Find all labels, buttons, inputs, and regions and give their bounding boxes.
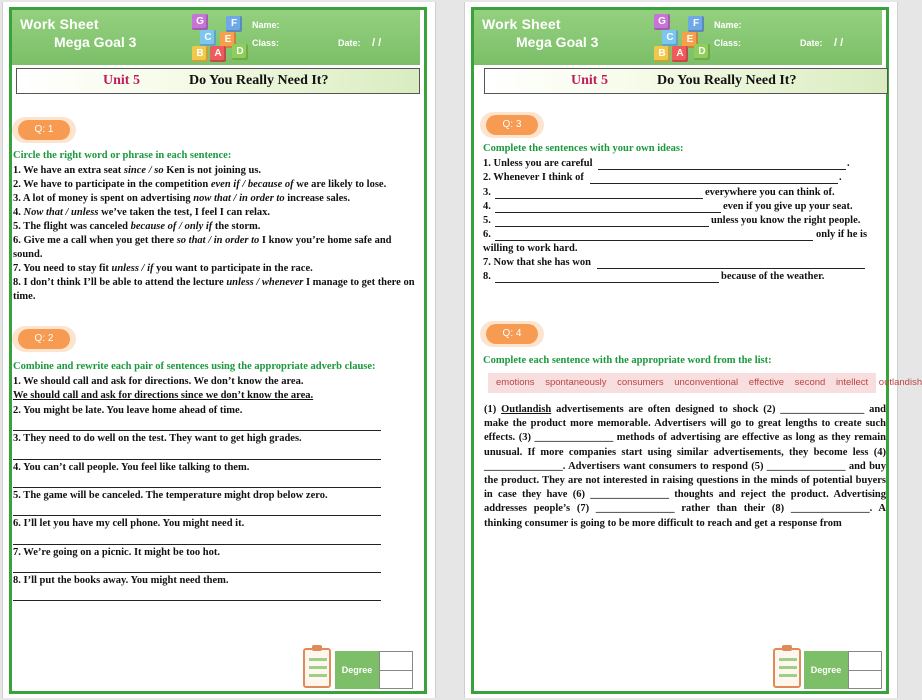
q2-item-2: 2. You might be late. You leave home ahead of time. bbox=[13, 405, 243, 416]
date-label: Date: bbox=[800, 38, 823, 48]
answer-line[interactable] bbox=[13, 515, 381, 516]
q1-item-2[interactable]: 2. We have to participate in the competition even if / because of we are likely to lose. bbox=[13, 179, 387, 190]
degree-divider bbox=[380, 670, 412, 671]
unit-number: Unit 5 bbox=[103, 73, 140, 88]
page-frame-left bbox=[9, 7, 427, 694]
q4-paragraph bbox=[484, 403, 886, 531]
word-option[interactable]: spontaneously bbox=[545, 377, 607, 388]
degree-score-box-right[interactable] bbox=[848, 651, 882, 689]
q3-item-2-suffix: . bbox=[839, 172, 842, 183]
word-option[interactable]: outlandish bbox=[878, 377, 922, 388]
date-value: / / bbox=[372, 37, 382, 49]
alphabet-blocks-logo bbox=[644, 12, 708, 64]
q3-item-7-prefix: 7. Now that she has won bbox=[483, 257, 591, 268]
date-label: Date: bbox=[338, 38, 361, 48]
q3-item-1-suffix: . bbox=[847, 158, 850, 169]
block-g: G bbox=[192, 14, 208, 30]
q1-item-7[interactable]: 7. You need to stay fit unless / if you want to participate in the race. bbox=[13, 263, 313, 274]
block-f: F bbox=[226, 16, 242, 32]
q3-item-6-continuation: willing to work hard. bbox=[483, 243, 578, 254]
unit-title-bar-right bbox=[484, 68, 888, 94]
unit-number: Unit 5 bbox=[571, 73, 608, 88]
q3-item-4-suffix: even if you give up your seat. bbox=[723, 201, 853, 212]
answer-line[interactable] bbox=[13, 544, 381, 545]
block-a: A bbox=[672, 46, 688, 62]
unit-title-bar-left bbox=[16, 68, 420, 94]
worksheet-header-right bbox=[474, 10, 882, 65]
answer-line[interactable] bbox=[598, 169, 846, 170]
degree-label-right: Degree bbox=[804, 651, 848, 689]
block-a: A bbox=[210, 46, 226, 62]
block-b: B bbox=[192, 46, 208, 62]
answer-line[interactable] bbox=[590, 183, 838, 184]
question-tab-2 bbox=[12, 326, 76, 352]
block-e: E bbox=[682, 32, 698, 48]
answer-line[interactable] bbox=[597, 268, 865, 269]
answer-line[interactable] bbox=[495, 212, 721, 213]
q3-item-6-prefix: 6. bbox=[483, 229, 491, 240]
block-g: G bbox=[654, 14, 670, 30]
header-title: Work Sheet bbox=[20, 16, 99, 32]
question-tab-4 bbox=[480, 321, 544, 347]
word-option[interactable]: unconventional bbox=[674, 377, 739, 388]
alphabet-blocks-logo bbox=[182, 12, 246, 64]
q2-example: 1. We should call and ask for directions. We don’t know the area. bbox=[13, 376, 304, 387]
name-label: Name: bbox=[252, 20, 280, 30]
q3-item-6-suffix: only if he is bbox=[816, 229, 868, 240]
clipboard-row bbox=[779, 666, 797, 669]
q1-instruction: Circle the right word or phrase in each sentence: bbox=[13, 150, 232, 161]
word-option[interactable]: second bbox=[794, 377, 826, 388]
q1-item-6[interactable]: 6. Give me a call when you get there so that / in order to I know you’re home safe and sound. bbox=[13, 235, 392, 260]
degree-label-left: Degree bbox=[335, 651, 379, 689]
header-title: Work Sheet bbox=[482, 16, 561, 32]
date-value: / / bbox=[834, 37, 844, 49]
block-d: D bbox=[232, 44, 248, 60]
class-label: Class: bbox=[252, 38, 280, 48]
degree-score-box-left[interactable] bbox=[379, 651, 413, 689]
clipboard-icon bbox=[303, 648, 331, 688]
q3-item-3-prefix: 3. bbox=[483, 187, 491, 198]
clipboard-clip bbox=[312, 645, 322, 651]
header-subtitle: Mega Goal 3 bbox=[516, 34, 599, 50]
q1-item-5[interactable]: 5. The flight was canceled because of / only if the storm. bbox=[13, 221, 261, 232]
word-option[interactable]: emotions bbox=[496, 377, 535, 388]
clipboard-row bbox=[309, 658, 327, 661]
q2-item-8: 8. I’ll put the books away. You might need them. bbox=[13, 575, 229, 586]
block-c: C bbox=[662, 30, 678, 46]
answer-line[interactable] bbox=[13, 430, 381, 431]
clipboard-row bbox=[309, 674, 327, 677]
q3-instruction: Complete the sentences with your own ideas: bbox=[483, 143, 684, 154]
clipboard-row bbox=[779, 674, 797, 677]
answer-line[interactable] bbox=[13, 459, 381, 460]
q1-item-1[interactable]: 1. We have an extra seat since / so Ken is not joining us. bbox=[13, 165, 262, 176]
q2-item-6: 6. I’ll let you have my cell phone. You might need it. bbox=[13, 518, 245, 529]
q1-item-8[interactable]: 8. I don’t think I’ll be able to attend the lecture unless / whenever I manage to get there on time. bbox=[13, 277, 415, 302]
class-label: Class: bbox=[714, 38, 742, 48]
answer-line[interactable] bbox=[495, 198, 703, 199]
q2-item-5: 5. The game will be canceled. The temperature might drop below zero. bbox=[13, 490, 328, 501]
page-frame-right bbox=[471, 7, 889, 694]
block-b: B bbox=[654, 46, 670, 62]
question-tab-label: Q: 3 bbox=[486, 115, 538, 135]
answer-line[interactable] bbox=[13, 572, 381, 573]
q4-instruction: Complete each sentence with the appropriate word from the list: bbox=[483, 355, 772, 366]
q2-item-4: 4. You can’t call people. You feel like talking to them. bbox=[13, 462, 250, 473]
answer-line[interactable] bbox=[13, 487, 381, 488]
word-list-box bbox=[488, 373, 922, 393]
unit-title: Do You Really Need It? bbox=[189, 73, 329, 88]
question-tab-label: Q: 1 bbox=[18, 120, 70, 140]
q3-item-1-prefix: 1. Unless you are careful bbox=[483, 158, 593, 169]
q3-item-8-suffix: because of the weather. bbox=[721, 271, 825, 282]
block-c: C bbox=[200, 30, 216, 46]
clipboard-row bbox=[309, 666, 327, 669]
name-label: Name: bbox=[714, 20, 742, 30]
q2-instruction: Combine and rewrite each pair of sentences using the appropriate adverb clause: bbox=[13, 361, 376, 372]
paragraph-text: (1) bbox=[484, 404, 502, 415]
block-e: E bbox=[220, 32, 236, 48]
q2-item-7: 7. We’re going on a picnic. It might be too hot. bbox=[13, 547, 220, 558]
degree-divider bbox=[849, 670, 881, 671]
clipboard-icon bbox=[773, 648, 801, 688]
clipboard-row bbox=[779, 658, 797, 661]
block-f: F bbox=[688, 16, 704, 32]
header-subtitle: Mega Goal 3 bbox=[54, 34, 137, 50]
word-option[interactable]: consumers bbox=[617, 377, 664, 388]
q1-item-3[interactable]: 3. A lot of money is spent on advertising now that / in order to increase sales. bbox=[13, 193, 351, 204]
answer-line[interactable] bbox=[495, 282, 719, 283]
q2-item-3: 3. They need to do well on the test. They want to get high grades. bbox=[13, 433, 302, 444]
q2-example-answer: We should call and ask for directions since we don’t know the area. bbox=[13, 390, 314, 401]
answer-line[interactable] bbox=[13, 600, 381, 601]
q3-item-3-suffix: everywhere you can think of. bbox=[705, 187, 835, 198]
clipboard-clip bbox=[782, 645, 792, 651]
question-tab-1 bbox=[12, 117, 76, 143]
worksheet-header-left bbox=[12, 10, 420, 65]
q1-item-4[interactable]: 4. Now that / unless we’ve taken the test, I feel I can relax. bbox=[13, 207, 271, 218]
q3-item-5-suffix: unless you know the right people. bbox=[711, 215, 861, 226]
word-option[interactable]: intellect bbox=[835, 377, 869, 388]
answer-line[interactable] bbox=[495, 240, 813, 241]
q3-item-5-prefix: 5. bbox=[483, 215, 491, 226]
q3-item-4-prefix: 4. bbox=[483, 201, 491, 212]
paragraph-text: advertisements are often designed to shock (2) ________________ and make the product more memorable. Advertisers will go to great lengths to create such effects. (3) _______________ methods of advertising are effective as long as they remain unusual. If more companies start using similar advertisements, they become less (4) _______________. Advertisers want consumers to respond (5) _______________ and buy the product. They are not interested in raising questions in the minds of potential buyers in case they have (6) _______________ thoughts and reject the product. Advertising addresses people’s (7) _______________ rather than their (8) _______________. A thinking consumer is going to be more difficult to reach and get a response from bbox=[484, 404, 886, 529]
question-tab-3 bbox=[480, 112, 544, 138]
word-option[interactable]: effective bbox=[748, 377, 785, 388]
question-tab-label: Q: 4 bbox=[486, 324, 538, 344]
unit-title: Do You Really Need It? bbox=[657, 73, 797, 88]
question-tab-label: Q: 2 bbox=[18, 329, 70, 349]
example-word: Outlandish bbox=[501, 404, 552, 415]
block-d: D bbox=[694, 44, 710, 60]
answer-line[interactable] bbox=[495, 226, 709, 227]
q3-item-2-prefix: 2. Whenever I think of bbox=[483, 172, 584, 183]
q3-item-8-prefix: 8. bbox=[483, 271, 491, 282]
